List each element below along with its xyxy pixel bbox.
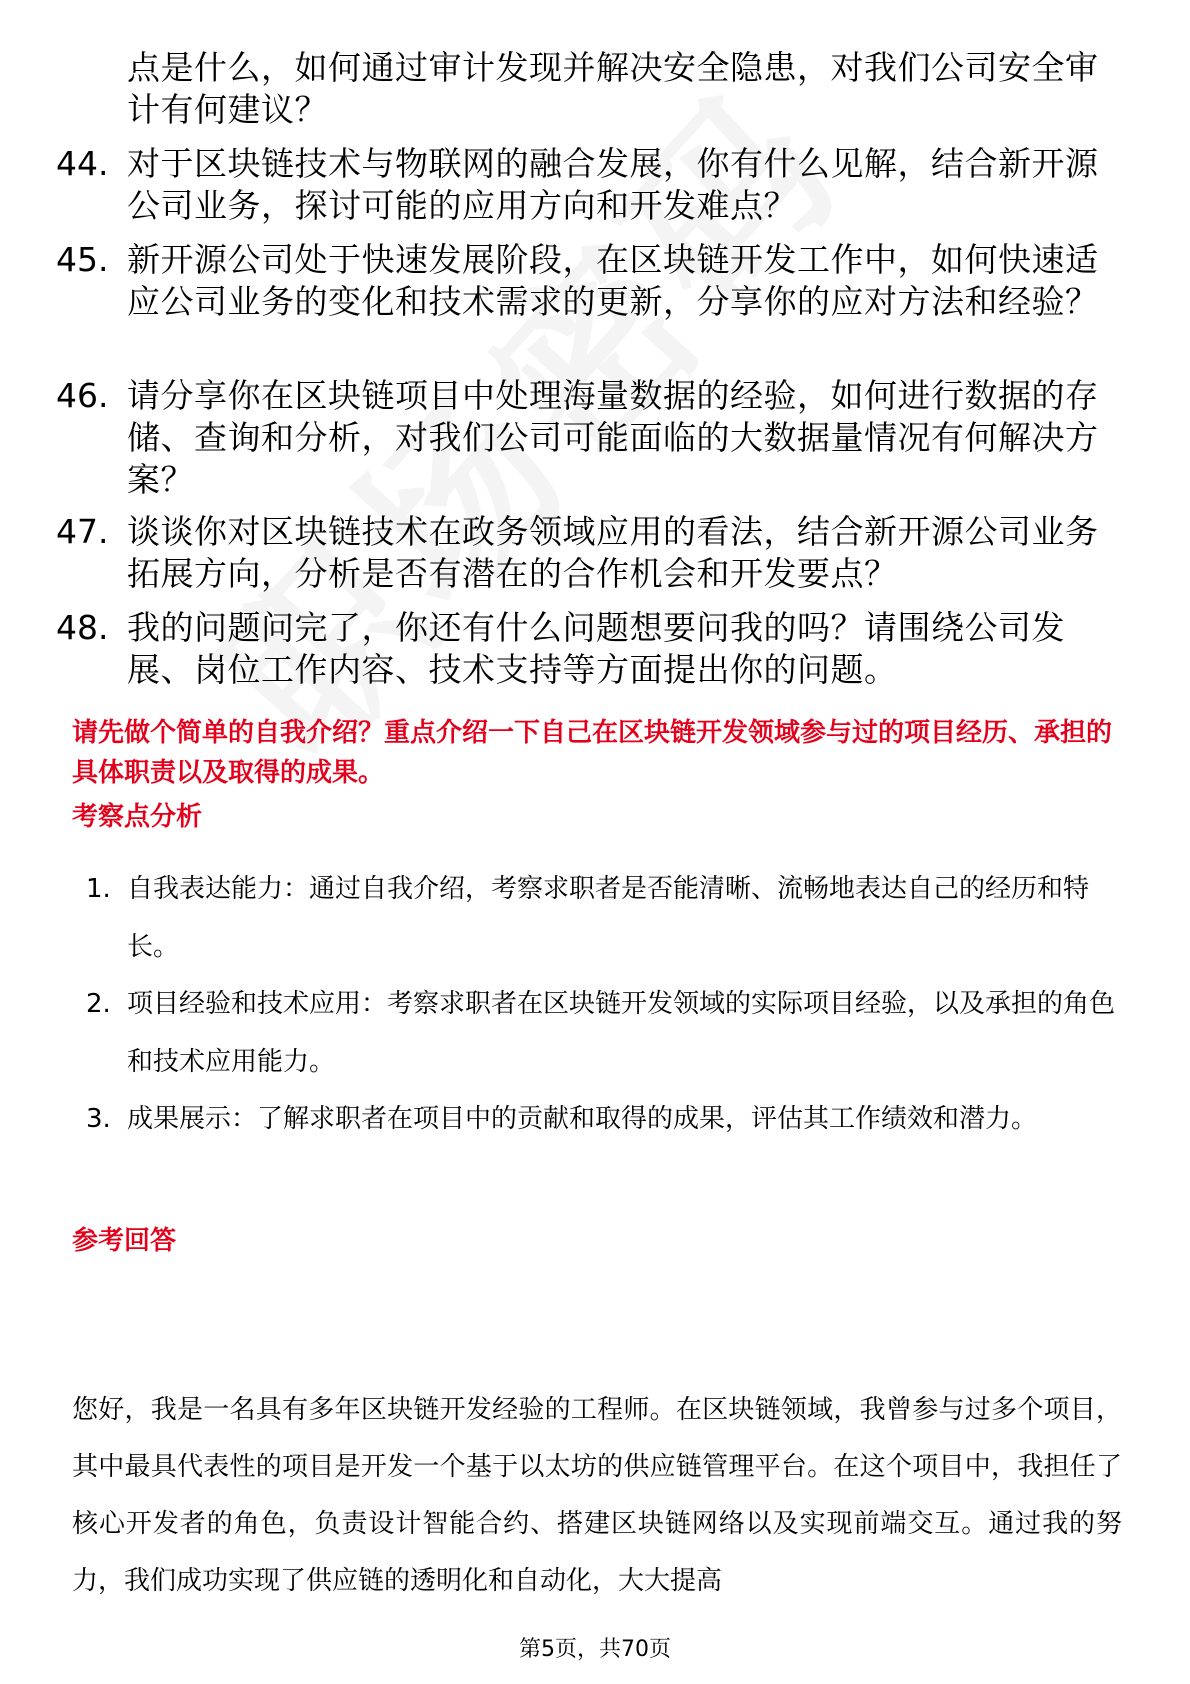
analysis-point <box>72 975 1122 1091</box>
question-item <box>56 143 1120 227</box>
analysis-point <box>72 860 1122 976</box>
analysis-point-text: 项目经验和技术应用：考察求职者在区块链开发领域的实际项目经验，以及承担的角色和技术应用能力。 <box>127 989 1116 1077</box>
question-item <box>56 607 1120 691</box>
analysis-point-number: 1. <box>86 874 111 904</box>
analysis-point-number: 3. <box>86 1104 111 1134</box>
question-number: 48. <box>56 608 109 647</box>
question-text: 新开源公司处于快速发展阶段，在区块链开发工作中，如何快速适应公司业务的变化和技术需求的更新，分享你的应对方法和经验？ <box>127 240 1099 321</box>
analysis-point-text: 成果展示：了解求职者在项目中的贡献和取得的成果，评估其工作绩效和潜力。 <box>127 1104 1038 1134</box>
question-text: 我的问题问完了，你还有什么问题想要问我的吗？请围绕公司发展、岗位工作内容、技术支持等方面提出你的问题。 <box>127 608 1065 689</box>
question-heading: 请先做个简单的自我介绍？重点介绍一下自己在区块链开发领域参与过的项目经历、承担的具体职责以及取得的成果。 <box>72 718 1113 788</box>
question-item <box>56 511 1120 595</box>
question-number: 45. <box>56 240 109 279</box>
question-text: 请分享你在区块链项目中处理海量数据的经验，如何进行数据的存储、查询和分析，对我们公司可能面临的大数据量情况有何解决方案？ <box>127 376 1099 499</box>
question-item <box>56 239 1120 323</box>
question-text: 对于区块链技术与物联网的融合发展，你有什么见解，结合新开源公司业务，探讨可能的应用方向和开发难点？ <box>127 144 1099 225</box>
analysis-point-number: 2. <box>86 989 111 1019</box>
question-number: 46. <box>56 376 109 415</box>
page-footer: 第5页，共70页 <box>519 1637 671 1662</box>
analysis-point <box>72 1090 1122 1148</box>
question-number: 44. <box>56 144 109 183</box>
question-text: 谈谈你对区块链技术在政务领域应用的看法，结合新开源公司业务拓展方向，分析是否有潜在的合作机会和开发要点？ <box>127 512 1099 593</box>
question-item <box>56 375 1120 501</box>
question-continuation: 点是什么，如何通过审计发现并解决安全隐患，对我们公司安全审计有何建议？ <box>127 48 1099 129</box>
answer-text: 您好，我是一名具有多年区块链开发经验的工程师。在区块链领域，我曾参与过多个项目，其中最具代表性的项目是开发一个基于以太坊的供应链管理平台。在这个项目中，我担任了核心开发者的角色，负责设计智能合约、搭建区块链网络以及实现前端交互。通过我的努力，我们成功实现了供应链的透明化和自动化，大大提高 <box>72 1395 1122 1596</box>
analysis-point-text: 自我表达能力：通过自我介绍，考察求职者是否能清晰、流畅地表达自己的经历和特长。 <box>127 874 1090 962</box>
question-number: 47. <box>56 512 109 551</box>
answer-title: 参考回答 <box>72 1226 177 1256</box>
analysis-title: 考察点分析 <box>72 802 203 832</box>
